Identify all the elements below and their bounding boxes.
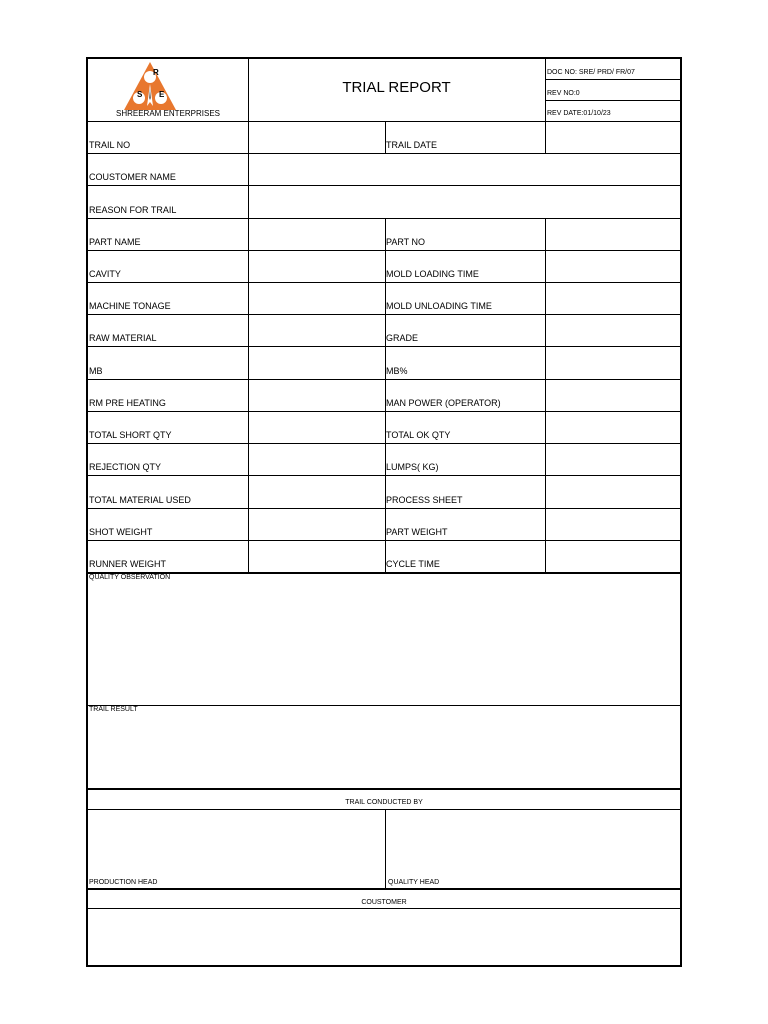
- row-line: [88, 250, 680, 251]
- field-label: PART WEIGHT: [386, 527, 448, 537]
- title-block: [248, 59, 545, 121]
- trail-result-label: TRAIL RESULT: [89, 706, 138, 713]
- column-line: [545, 540, 546, 572]
- section-line: [88, 809, 680, 810]
- row-line: [88, 218, 680, 219]
- field-label: MOLD LOADING TIME: [386, 269, 479, 279]
- row-line: [88, 153, 680, 154]
- logo-letter-top: R: [153, 68, 159, 77]
- field-label: PART NO: [386, 237, 426, 247]
- row-line: [88, 314, 680, 315]
- section-line: [88, 572, 680, 574]
- field-label: PART NAME: [89, 237, 141, 247]
- header-divider: [545, 79, 680, 80]
- quality-observation-label: QUALITY OBSERVATION: [89, 574, 171, 581]
- header-divider: [545, 59, 546, 121]
- field-label: TRAIL DATE: [386, 140, 438, 150]
- row-line: [88, 540, 680, 541]
- trial-report-form: [86, 57, 682, 967]
- logo-letter-left: S: [137, 90, 143, 99]
- field-label: MACHINE TONAGE: [89, 301, 171, 311]
- row-line: [88, 282, 680, 283]
- company-name: SHREERAM ENTERPRISES: [115, 109, 221, 118]
- row-line: [88, 475, 680, 476]
- column-line: [545, 314, 546, 346]
- section-line: [88, 908, 680, 909]
- coustomer-label: COUSTOMER: [361, 899, 407, 906]
- row-line: [88, 185, 680, 186]
- header-bottom-line: [88, 121, 680, 122]
- header-divider: [248, 59, 249, 121]
- field-label: MB: [89, 366, 103, 376]
- quality-head-label: QUALITY HEAD: [388, 879, 440, 886]
- column-line: [248, 314, 249, 346]
- column-line: [248, 282, 249, 314]
- column-line: [545, 282, 546, 314]
- field-label: REJECTION QTY: [89, 462, 162, 472]
- column-line: [248, 540, 249, 572]
- field-label: TOTAL MATERIAL USED: [89, 495, 191, 505]
- column-line: [248, 411, 249, 443]
- logo-block: [88, 59, 248, 121]
- field-label: MAN POWER (OPERATOR): [386, 398, 501, 408]
- column-line: [248, 379, 249, 411]
- signature-divider: [385, 809, 386, 888]
- field-label: RUNNER WEIGHT: [89, 559, 166, 569]
- column-line: [248, 346, 249, 379]
- column-line: [248, 185, 249, 218]
- page-title: TRIAL REPORT: [342, 79, 451, 96]
- column-line: [248, 443, 249, 475]
- section-line: [88, 705, 680, 706]
- field-label: RAW MATERIAL: [89, 333, 157, 343]
- field-label: SHOT WEIGHT: [89, 527, 153, 537]
- column-line: [545, 218, 546, 250]
- column-line: [248, 508, 249, 540]
- rev-no: REV NO:0: [547, 90, 580, 97]
- production-head-label: PRODUCTION HEAD: [89, 879, 158, 886]
- logo-letter-right: E: [159, 90, 165, 99]
- row-line: [88, 346, 680, 347]
- field-label: MB%: [386, 366, 408, 376]
- field-label: PROCESS SHEET: [386, 495, 463, 505]
- field-label: MOLD UNLOADING TIME: [386, 301, 492, 311]
- column-line: [248, 121, 249, 153]
- row-line: [88, 508, 680, 509]
- field-label: LUMPS( KG): [386, 462, 439, 472]
- field-label: REASON FOR TRAIL: [89, 205, 177, 215]
- field-label: TRAIL NO: [89, 140, 131, 150]
- field-label: CAVITY: [89, 269, 121, 279]
- column-line: [545, 443, 546, 475]
- row-line: [88, 379, 680, 380]
- column-line: [545, 121, 546, 153]
- row-line: [88, 443, 680, 444]
- column-line: [545, 475, 546, 508]
- section-line: [88, 788, 680, 790]
- field-label: RM PRE HEATING: [89, 398, 166, 408]
- doc-no: DOC NO: SRE/ PRD/ FR/07: [547, 69, 635, 76]
- column-line: [545, 411, 546, 443]
- field-label: TOTAL SHORT QTY: [89, 430, 172, 440]
- field-label: TOTAL OK QTY: [386, 430, 451, 440]
- trail-conducted-by-label: TRAIL CONDUCTED BY: [345, 799, 423, 806]
- column-line: [248, 218, 249, 250]
- column-line: [545, 346, 546, 379]
- column-line: [248, 250, 249, 282]
- header-divider: [545, 100, 680, 101]
- column-line: [545, 379, 546, 411]
- column-line: [248, 475, 249, 508]
- column-line: [545, 508, 546, 540]
- column-line: [248, 153, 249, 185]
- section-line: [88, 888, 680, 890]
- field-label: GRADE: [386, 333, 419, 343]
- company-logo-icon: [122, 60, 178, 112]
- rev-date: REV DATE:01/10/23: [547, 110, 611, 117]
- field-label: COUSTOMER NAME: [89, 172, 176, 182]
- column-line: [545, 250, 546, 282]
- row-line: [88, 411, 680, 412]
- field-label: CYCLE TIME: [386, 559, 440, 569]
